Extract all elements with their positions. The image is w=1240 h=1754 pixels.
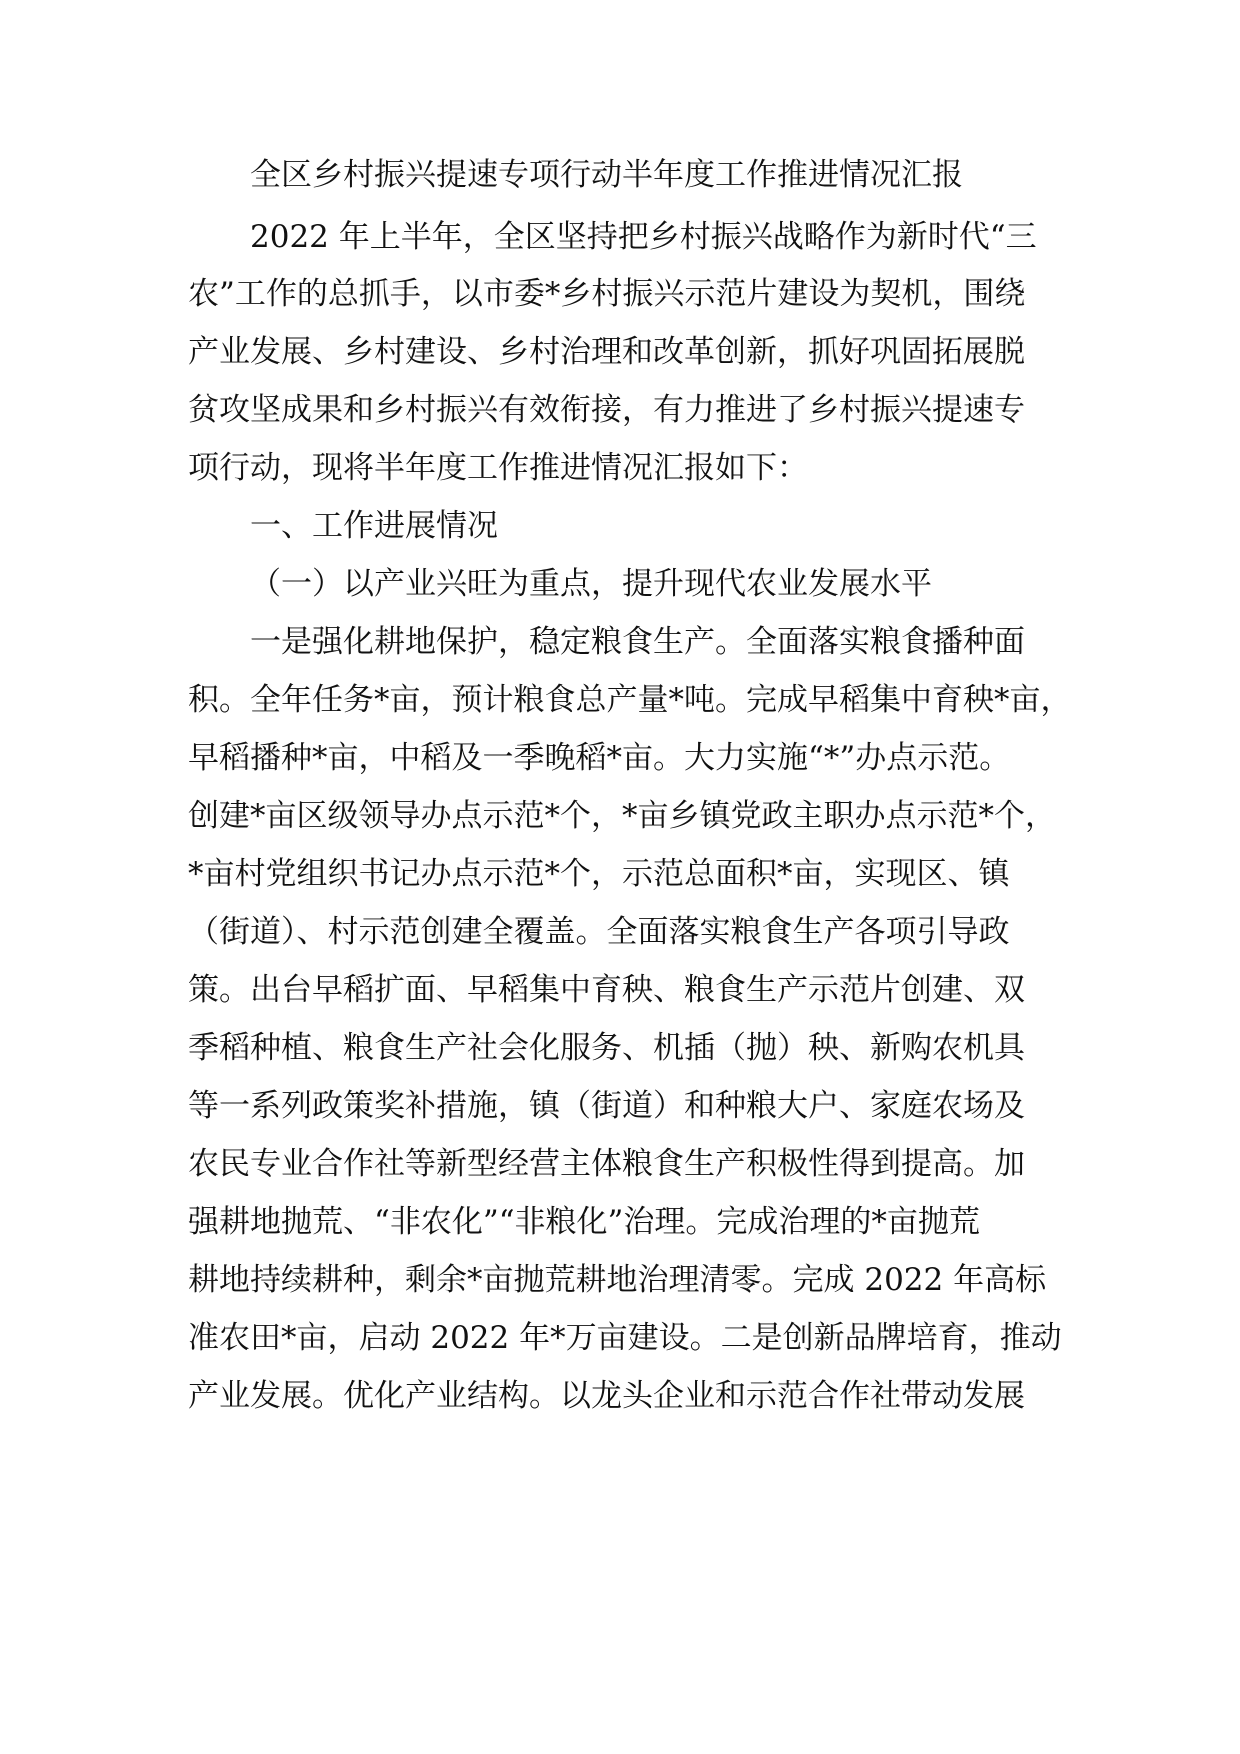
- paragraph-line: 产业发展。优化产业结构。以龙头企业和示范合作社带动发展: [188, 1378, 1025, 1414]
- paragraph-line: 早稻播种*亩，中稻及一季晚稻*亩。大力实施“*”办点示范。: [188, 740, 1011, 776]
- paragraph-line: 创建*亩区级领导办点示范*个，*亩乡镇党政主职办点示范*个，: [188, 798, 1056, 834]
- paragraph-line: 积。全年任务*亩，预计粮食总产量*吨。完成早稻集中育秧*亩，: [188, 682, 1072, 718]
- paragraph-line: 贫攻坚成果和乡村振兴有效衔接，有力推进了乡村振兴提速专: [188, 392, 1025, 428]
- paragraph-line: 产业发展、乡村建设、乡村治理和改革创新，抓好巩固拓展脱: [188, 334, 1025, 370]
- paragraph-line: 2022 年上半年，全区坚持把乡村振兴战略作为新时代“三: [250, 219, 1037, 255]
- paragraph-line: *亩村党组织书记办点示范*个，示范总面积*亩，实现区、镇: [188, 856, 1010, 892]
- paragraph-line: 农民专业合作社等新型经营主体粮食生产积极性得到提高。加: [188, 1146, 1025, 1182]
- paragraph-line: 耕地持续耕种，剩余*亩抛荒耕地治理清零。完成 2022 年高标: [188, 1262, 1047, 1298]
- subsection-heading: （一）以产业兴旺为重点，提升现代农业发展水平: [250, 566, 932, 602]
- paragraph-line: 策。出台早稻扩面、早稻集中育秧、粮食生产示范片创建、双: [188, 972, 1025, 1008]
- document-title: 全区乡村振兴提速专项行动半年度工作推进情况汇报: [250, 157, 963, 193]
- paragraph-line: 准农田*亩，启动 2022 年*万亩建设。二是创新品牌培育，推动: [188, 1320, 1062, 1356]
- paragraph-line: 项行动，现将半年度工作推进情况汇报如下：: [188, 450, 808, 486]
- paragraph-line: 等一系列政策奖补措施，镇（街道）和种粮大户、家庭农场及: [188, 1088, 1025, 1124]
- section-heading: 一、工作进展情况: [250, 508, 498, 544]
- paragraph-line: 农”工作的总抓手，以市委*乡村振兴示范片建设为契机，围绕: [188, 276, 1026, 312]
- paragraph-line: （街道）、村示范创建全覆盖。全面落实粮食生产各项引导政: [188, 914, 1010, 950]
- paragraph-line: 一是强化耕地保护，稳定粮食生产。全面落实粮食播种面: [250, 624, 1025, 660]
- paragraph-line: 季稻种植、粮食生产社会化服务、机插（抛）秧、新购农机具: [188, 1030, 1025, 1066]
- paragraph-line: 强耕地抛荒、“非农化”“非粮化”治理。完成治理的*亩抛荒: [188, 1204, 980, 1240]
